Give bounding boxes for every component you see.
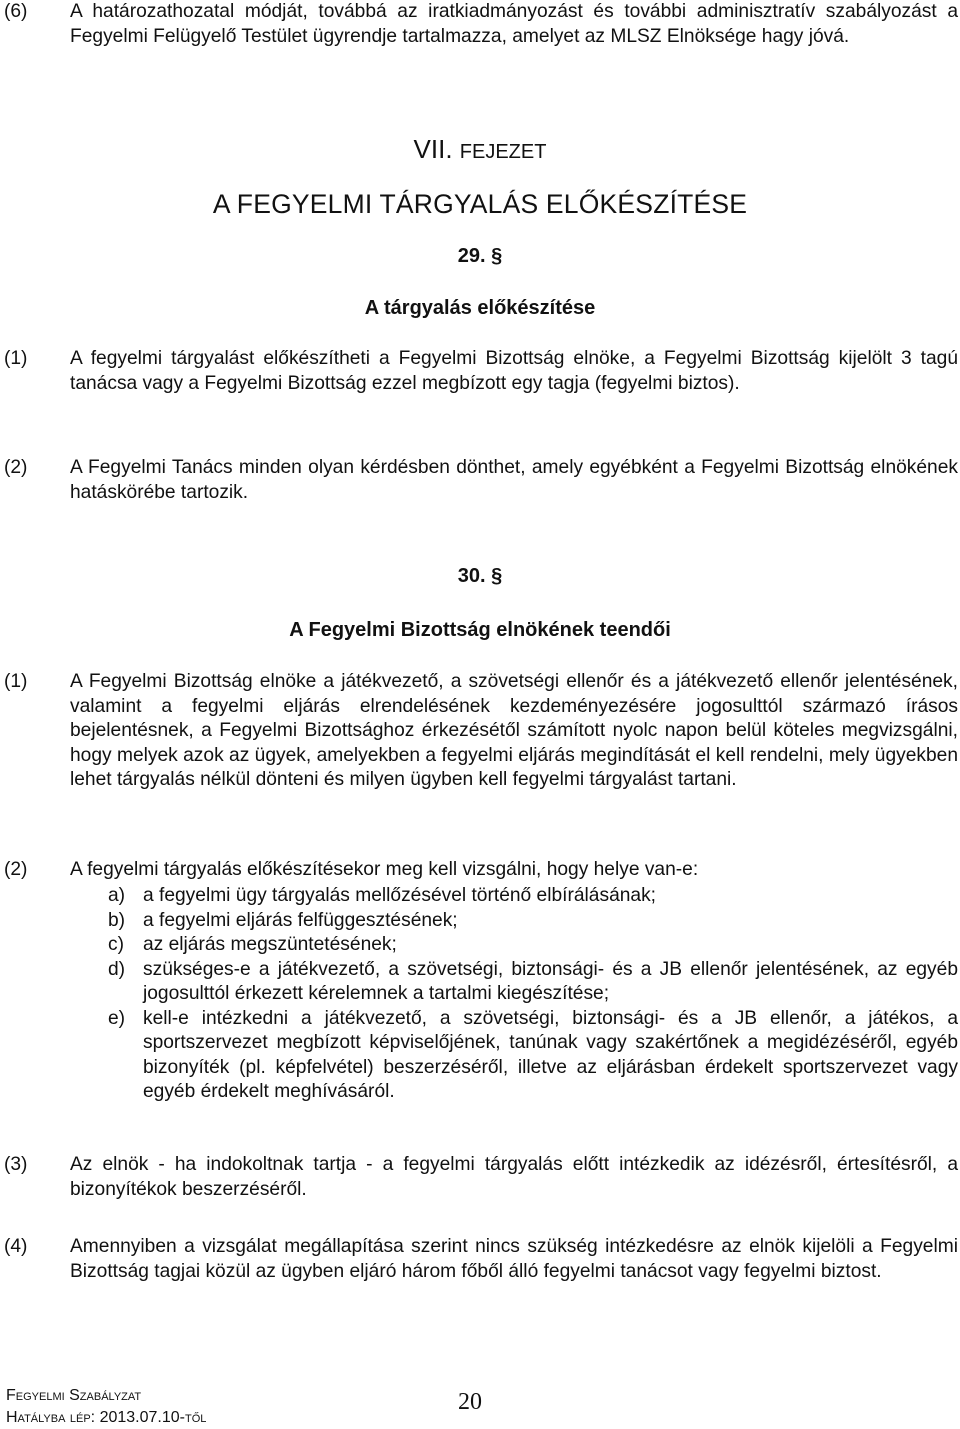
section-30-number: 30. § <box>457 565 503 587</box>
paragraph-number: (3) <box>4 1154 28 1175</box>
list-item-text: kell-e intézkedni a játékvezető, a szövetségi, biztonsági- és a JB ellenőr, a játékos, a sportszervezet megbízott képviselőjének, tanúnak vagy szakértőnek a megidézéséről, egyéb bizonyíték (pl. képfelvétel) beszerzéséről, illetve az eljárásban érdekelt sportszervezet vagy egyéb érdekelt meghívásáról. <box>143 1007 958 1102</box>
section-29-number: 29. § <box>457 245 503 267</box>
chapter-heading <box>0 134 960 167</box>
paragraph-text: A Fegyelmi Bizottság elnöke a játékvezető, a szövetségi ellenőr és a játékvezető ellenőr jelentésének, valamint a fegyelmi eljárás elrendelésének kezdeményezésére jogosulttól származó írásos bejelentésnek, a Fegyelmi Bizottsághoz érkezésétől számított nyolc napon belül köteles megvizsgálni, hogy melyek azok az ügyek, amelyekben a fegyelmi eljárás megindítását el kell rendelni, mely ügyekben lehet tárgyalás nélkül dönteni és milyen ügyben kell fegyelmi tárgyalást tartani. <box>70 671 958 790</box>
list-item-label: e) <box>108 1007 126 1029</box>
paragraph-number: (2) <box>4 859 28 880</box>
paragraph-text: Amennyiben a vizsgálat megállapítása szerint nincs szükség intézkedésre az elnök kijelöli a Fegyelmi Bizottság tagjai közül az ügyben eljáró három főből álló fegyelmi tanácsot vagy fegyelmi biztost. <box>70 1236 958 1282</box>
chapter-word: FEJEZET <box>459 141 547 163</box>
list-item-text: szükséges-e a játékvezető, a szövetségi, biztonsági- és a JB ellenőr jelentésének, az egyéb jogosulttól érkezett kérelemnek a tartalmi kiegészítése; <box>143 958 958 1004</box>
list-item-text: a fegyelmi ügy tárgyalás mellőzésével történő elbírálásának; <box>143 885 657 906</box>
list-item <box>108 1007 958 1105</box>
paragraph-text: A Fegyelmi Tanács minden olyan kérdésben dönthet, amely egyébként a Fegyelmi Bizottság elnökének hatáskörébe tartozik. <box>70 457 958 503</box>
paragraph-number: (6) <box>4 1 28 22</box>
paragraph-number: (2) <box>4 457 28 478</box>
chapter-roman: VII. <box>413 134 453 164</box>
list-item <box>108 884 958 909</box>
list-item <box>108 933 958 958</box>
list-item <box>108 958 958 1007</box>
list-item-label: c) <box>108 934 124 955</box>
list-item-text: a fegyelmi eljárás felfüggesztésének; <box>143 909 458 931</box>
footer-effective-date: Hatályba lép: 2013.07.10-től <box>6 1409 207 1426</box>
section-30-title: A Fegyelmi Bizottság elnökének teendői <box>289 619 671 641</box>
paragraph-text: Az elnök - ha indokoltnak tartja - a fegyelmi tárgyalás előtt intézkedik az idézésről, értesítésről, a bizonyítékok beszerzéséről. <box>70 1154 958 1200</box>
list-item-label: b) <box>108 909 126 931</box>
chapter-title: A FEGYELMI TÁRGYALÁS ELŐKÉSZÍTÉSE <box>212 189 748 219</box>
footer-title: Fegyelmi Szabályzat <box>6 1387 142 1404</box>
paragraph-text: A fegyelmi tárgyalás előkészítésekor meg kell vizsgálni, hogy helye van-e: <box>70 859 699 880</box>
list-item-label: d) <box>108 958 126 980</box>
list-item-text: az eljárás megszüntetésének; <box>143 934 397 955</box>
paragraph-number: (1) <box>4 348 28 369</box>
paragraph-text: A fegyelmi tárgyalást előkészítheti a Fegyelmi Bizottság elnöke, a Fegyelmi Bizottság kijelölt 3 tagú tanácsa vagy a Fegyelmi Bizottság ezzel megbízott egy tagja (fegyelmi biztos). <box>70 348 958 394</box>
section-30-subitems <box>108 884 958 1105</box>
page-number: 20 <box>458 1389 482 1415</box>
section-29-title: A tárgyalás előkészítése <box>364 297 596 319</box>
footer-document-info <box>6 1385 206 1429</box>
list-item <box>108 909 958 934</box>
paragraph-number: (4) <box>4 1236 28 1257</box>
paragraph-text: A határozathozatal módját, továbbá az iratkiadmányozást és további adminisztratív szabályozást a Fegyelmi Felügyelő Testület ügyrendje tartalmazza, amelyet az MLSZ Elnöksége hagy jóvá. <box>70 1 958 47</box>
paragraph-number: (1) <box>4 671 28 692</box>
list-item-label: a) <box>108 885 126 906</box>
